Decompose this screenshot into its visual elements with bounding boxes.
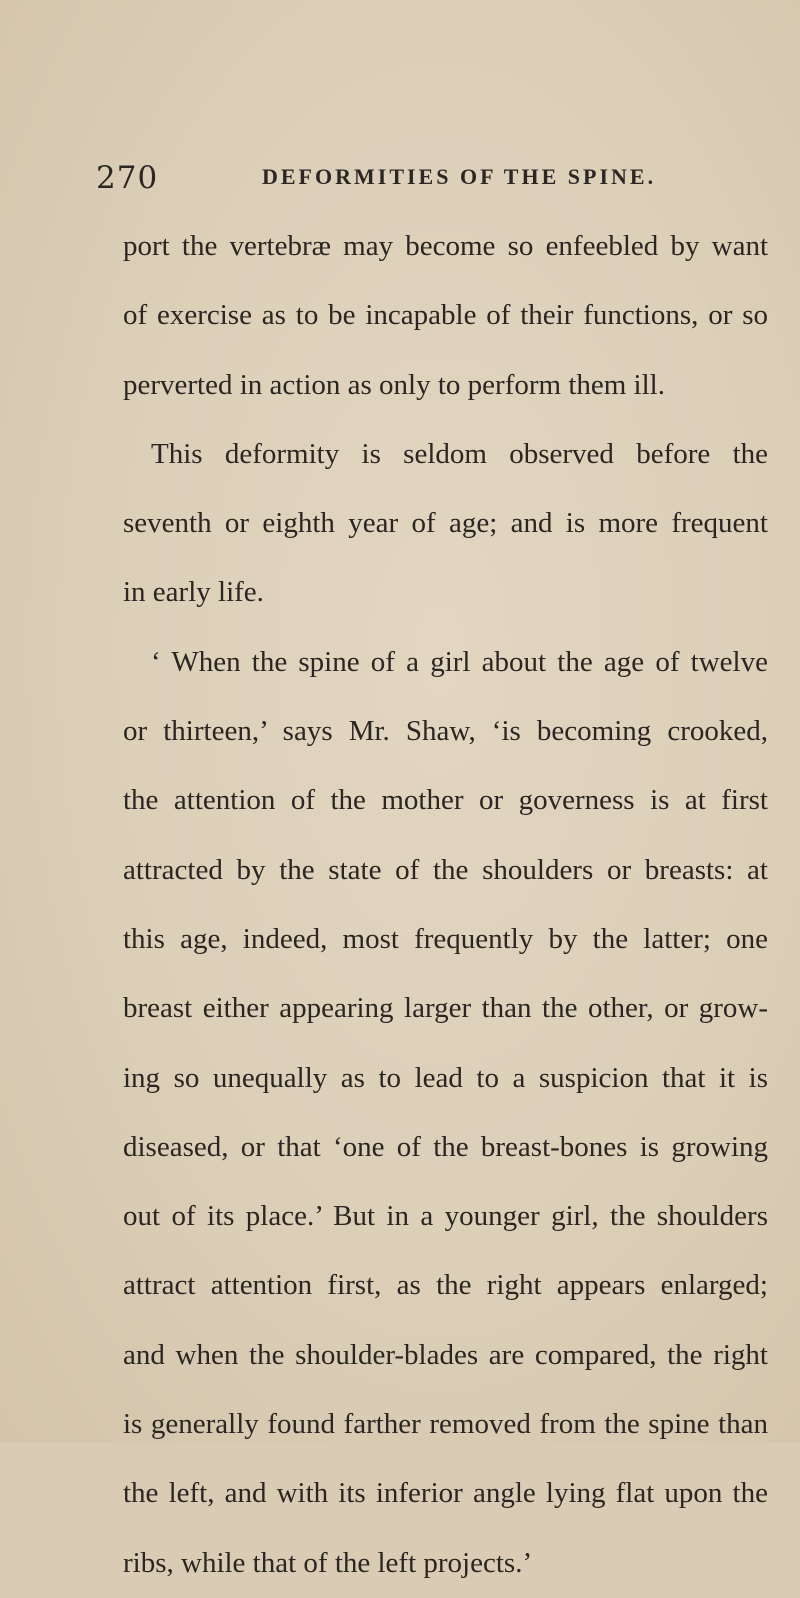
- paragraph-start-line: ‘ When the spine of a girl about the age of twelve: [151, 645, 768, 678]
- text-line: the attention of the mother or governess is at first: [123, 784, 768, 817]
- page-number: 270: [96, 160, 159, 196]
- text-line: seventh or eighth year of age; and is more frequent: [123, 507, 768, 540]
- paragraph-start-line: This deformity is seldom observed before the: [151, 437, 768, 470]
- text-line: perverted in action as only to perform them ill.: [123, 368, 665, 401]
- text-line: is generally found farther removed from the spine than: [123, 1408, 768, 1441]
- text-line: or thirteen,’ says Mr. Shaw, ‘is becoming crooked,: [123, 715, 768, 748]
- text-line: attracted by the state of the shoulders or breasts: at: [123, 853, 768, 886]
- text-line: ing so unequally as to lead to a suspicion that it is: [123, 1061, 768, 1094]
- text-line: out of its place.’ But in a younger girl, the shoulders: [123, 1200, 768, 1233]
- text-line: attract attention first, as the right appears enlarged;: [123, 1269, 768, 1302]
- running-title: DEFORMITIES OF THE SPINE.: [262, 164, 657, 189]
- text-line: port the vertebræ may become so enfeebled by want: [123, 230, 768, 262]
- body-text: [123, 212, 768, 1598]
- text-line: and when the shoulder-blades are compared, the right: [123, 1338, 768, 1371]
- text-line: of exercise as to be incapable of their functions, or so: [123, 299, 768, 332]
- page-header: [96, 160, 776, 200]
- text-line: ribs, while that of the left projects.’: [123, 1546, 533, 1579]
- text-line: the left, and with its inferior angle lying flat upon the: [123, 1477, 768, 1510]
- text-line: in early life.: [123, 576, 264, 609]
- text-line: diseased, or that ‘one of the breast-bones is growing: [123, 1130, 768, 1163]
- text-line: this age, indeed, most frequently by the latter; one: [123, 922, 768, 955]
- text-line: breast either appearing larger than the other, or grow-: [123, 992, 768, 1025]
